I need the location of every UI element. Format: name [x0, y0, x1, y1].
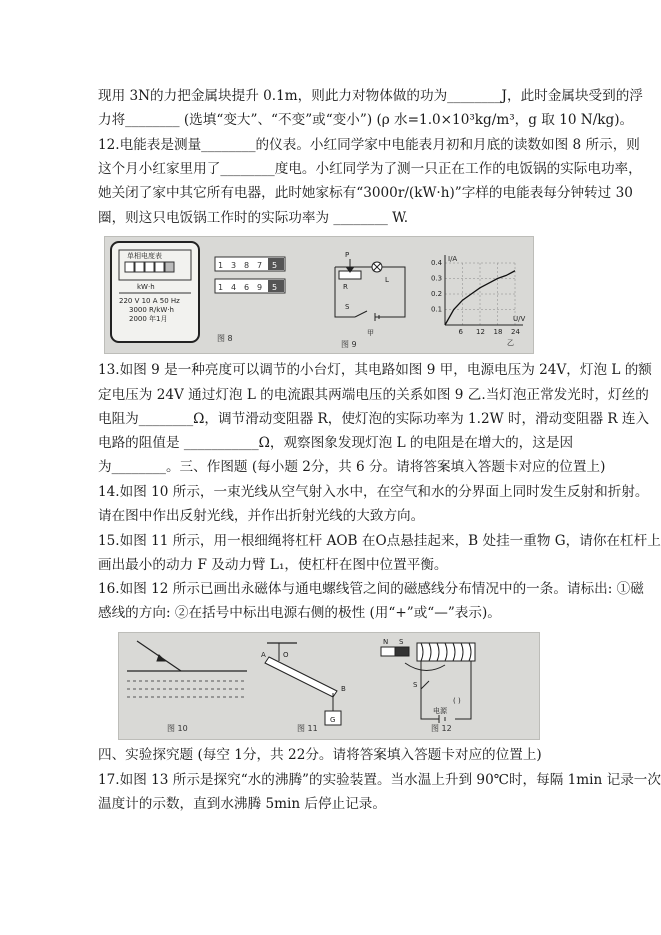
text-line: 四、实验探究题 (每空 1分，共 22分。请将答案填入答题卡对应的位置上) — [98, 747, 542, 763]
chart-y-axis-label: I/A — [448, 255, 458, 263]
svg-text:1: 1 — [218, 283, 224, 292]
chart-sub-label: 乙 — [507, 339, 514, 347]
electric-meter — [111, 242, 199, 342]
text-line: 圈，则这只电饭锅工作时的实际功率为 ________ W. — [98, 210, 409, 226]
text-line: 力将________ (选填“变大”、“不变”或“变小”) (ρ 水=1.0×10³kg/m³，g 取 10 N/kg)。 — [98, 112, 634, 128]
text-line: 现用 3N的力把金属块提升 0.1m，则此力对物体做的功为________J，此时金属块受到的浮 — [98, 88, 643, 104]
chart-y-tick-label: 0.2 — [431, 290, 443, 298]
meter-title: 单相电度表 — [127, 252, 162, 260]
label-jia: 甲 — [367, 329, 374, 337]
text-line: 感线的方向: ②在括号中标出电源右侧的极性 (用“+”或“—”表示)。 — [98, 605, 501, 621]
chart-x-axis-label: U/V — [513, 315, 526, 323]
label-N: N — [383, 638, 389, 646]
figure-10-12 — [118, 632, 540, 740]
chart-y-tick-label: 0.3 — [431, 274, 443, 283]
meter-rev: 3000 R/kW·h — [129, 306, 174, 314]
text-line: 她关闭了家中其它所有电器，此时她家标有“3000r/(kW·h)”字样的电能表每分钟转过 30 — [98, 185, 633, 201]
text-line: 画出最小的动力 F 及动力臂 L₁，使杠杆在图中位置平衡。 — [98, 557, 448, 573]
meter-specs: 220 V 10 A 50 Hz — [119, 297, 180, 305]
solenoid-figure — [381, 643, 475, 723]
label-A: A — [261, 651, 266, 659]
svg-text:7: 7 — [257, 261, 263, 270]
label-P: P — [345, 251, 350, 259]
figure-8-9 — [104, 236, 534, 354]
text-line: 15.如图 11 所示，用一根细绳将杠杆 AOB 在O点悬挂起来，B 处挂一重物 G，请你在杠杆上 — [98, 533, 661, 549]
svg-text:8: 8 — [244, 261, 250, 270]
chart-x-tick-label: 12 — [476, 328, 485, 336]
label-B: B — [341, 685, 346, 693]
meter-unit: kW·h — [137, 283, 155, 291]
chart-x-tick-label: 6 — [458, 328, 463, 336]
figure-12-caption: 图 12 — [431, 724, 452, 733]
svg-text:1: 1 — [218, 261, 224, 270]
svg-text:6: 6 — [244, 283, 250, 292]
figure-8-caption: 图 8 — [217, 334, 233, 343]
label-source: 电源 — [433, 707, 447, 715]
text-line: 12.电能表是测量________的仪表。小红同学家中电能表月初和月底的读数如图 8 所示，则 — [98, 137, 640, 153]
text-line: 电路的阻值是 ___________Ω，观察图象发现灯泡 L 的电阻是在增大的，这是因 — [98, 435, 574, 451]
label-O: O — [283, 651, 289, 659]
chart-x-tick-label: 18 — [493, 328, 503, 336]
text-line: 请在图中作出反射光线，并作出折射光线的大致方向。 — [98, 508, 425, 524]
meter-year: 2000 年1月 — [129, 315, 168, 323]
label-R: R — [343, 283, 348, 291]
svg-text:5: 5 — [272, 283, 278, 292]
reading-start — [215, 257, 285, 271]
label-L: L — [385, 276, 389, 284]
figure-9-caption: 图 9 — [341, 340, 357, 349]
text-line: 为________。三、作图题 (每小题 2分，共 6 分。请将答案填入答题卡对应的位置上) — [98, 459, 606, 475]
lever-figure — [265, 643, 341, 725]
figure-11-caption: 图 11 — [297, 724, 318, 733]
label-S: S — [399, 638, 404, 646]
chart-y-tick-label: 0.1 — [431, 305, 443, 314]
svg-text:9: 9 — [257, 283, 263, 292]
text-line: 13.如图 9 是一种亮度可以调节的小台灯，其电路如图 9 甲，电源电压为 24V，灯泡 L 的额 — [98, 362, 652, 378]
svg-text:4: 4 — [231, 283, 237, 292]
chart-x-tick-label: 24 — [511, 328, 520, 336]
light-ray-figure — [127, 641, 247, 697]
polarity-bracket[interactable]: ( ) — [453, 697, 461, 705]
text-line: 电阻为________Ω，调节滑动变阻器 R，使灯泡的实际功率为 1.2W 时，滑动变阻器 R 连入 — [98, 411, 650, 427]
text-line: 这个月小红家里用了________度电。小红同学为了测一只正在工作的电饭锅的实际电功率， — [98, 161, 642, 177]
text-line: 温度计的示数，直到水沸腾 5min 后停止记录。 — [98, 796, 386, 812]
svg-text:3: 3 — [231, 261, 237, 270]
label-switch-S: S — [413, 681, 418, 689]
svg-text:5: 5 — [272, 261, 278, 270]
figure-10-caption: 图 10 — [167, 724, 188, 733]
chart-y-tick-label: 0.4 — [431, 259, 443, 267]
reading-end — [215, 279, 285, 293]
text-line: 17.如图 13 所示是探究“水的沸腾”的实验装置。当水温上升到 90℃时，每隔 1min 记录一次 — [98, 772, 661, 788]
label-G: G — [330, 716, 336, 724]
text-line: 14.如图 10 所示，一束光线从空气射入水中，在空气和水的分界面上同时发生反射和折射。 — [98, 484, 649, 500]
label-S: S — [345, 303, 350, 311]
text-line: 定电压为 24V 通过灯泡 L 的电流跟其两端电压的关系如图 9 乙.当灯泡正常发光时，灯丝的 — [98, 387, 649, 403]
meter-window — [125, 262, 174, 272]
text-line: 16.如图 12 所示已画出永磁体与通电螺线管之间的磁感线分布情况中的一条。请标出: ①磁 — [98, 581, 644, 597]
iu-chart — [431, 255, 525, 347]
